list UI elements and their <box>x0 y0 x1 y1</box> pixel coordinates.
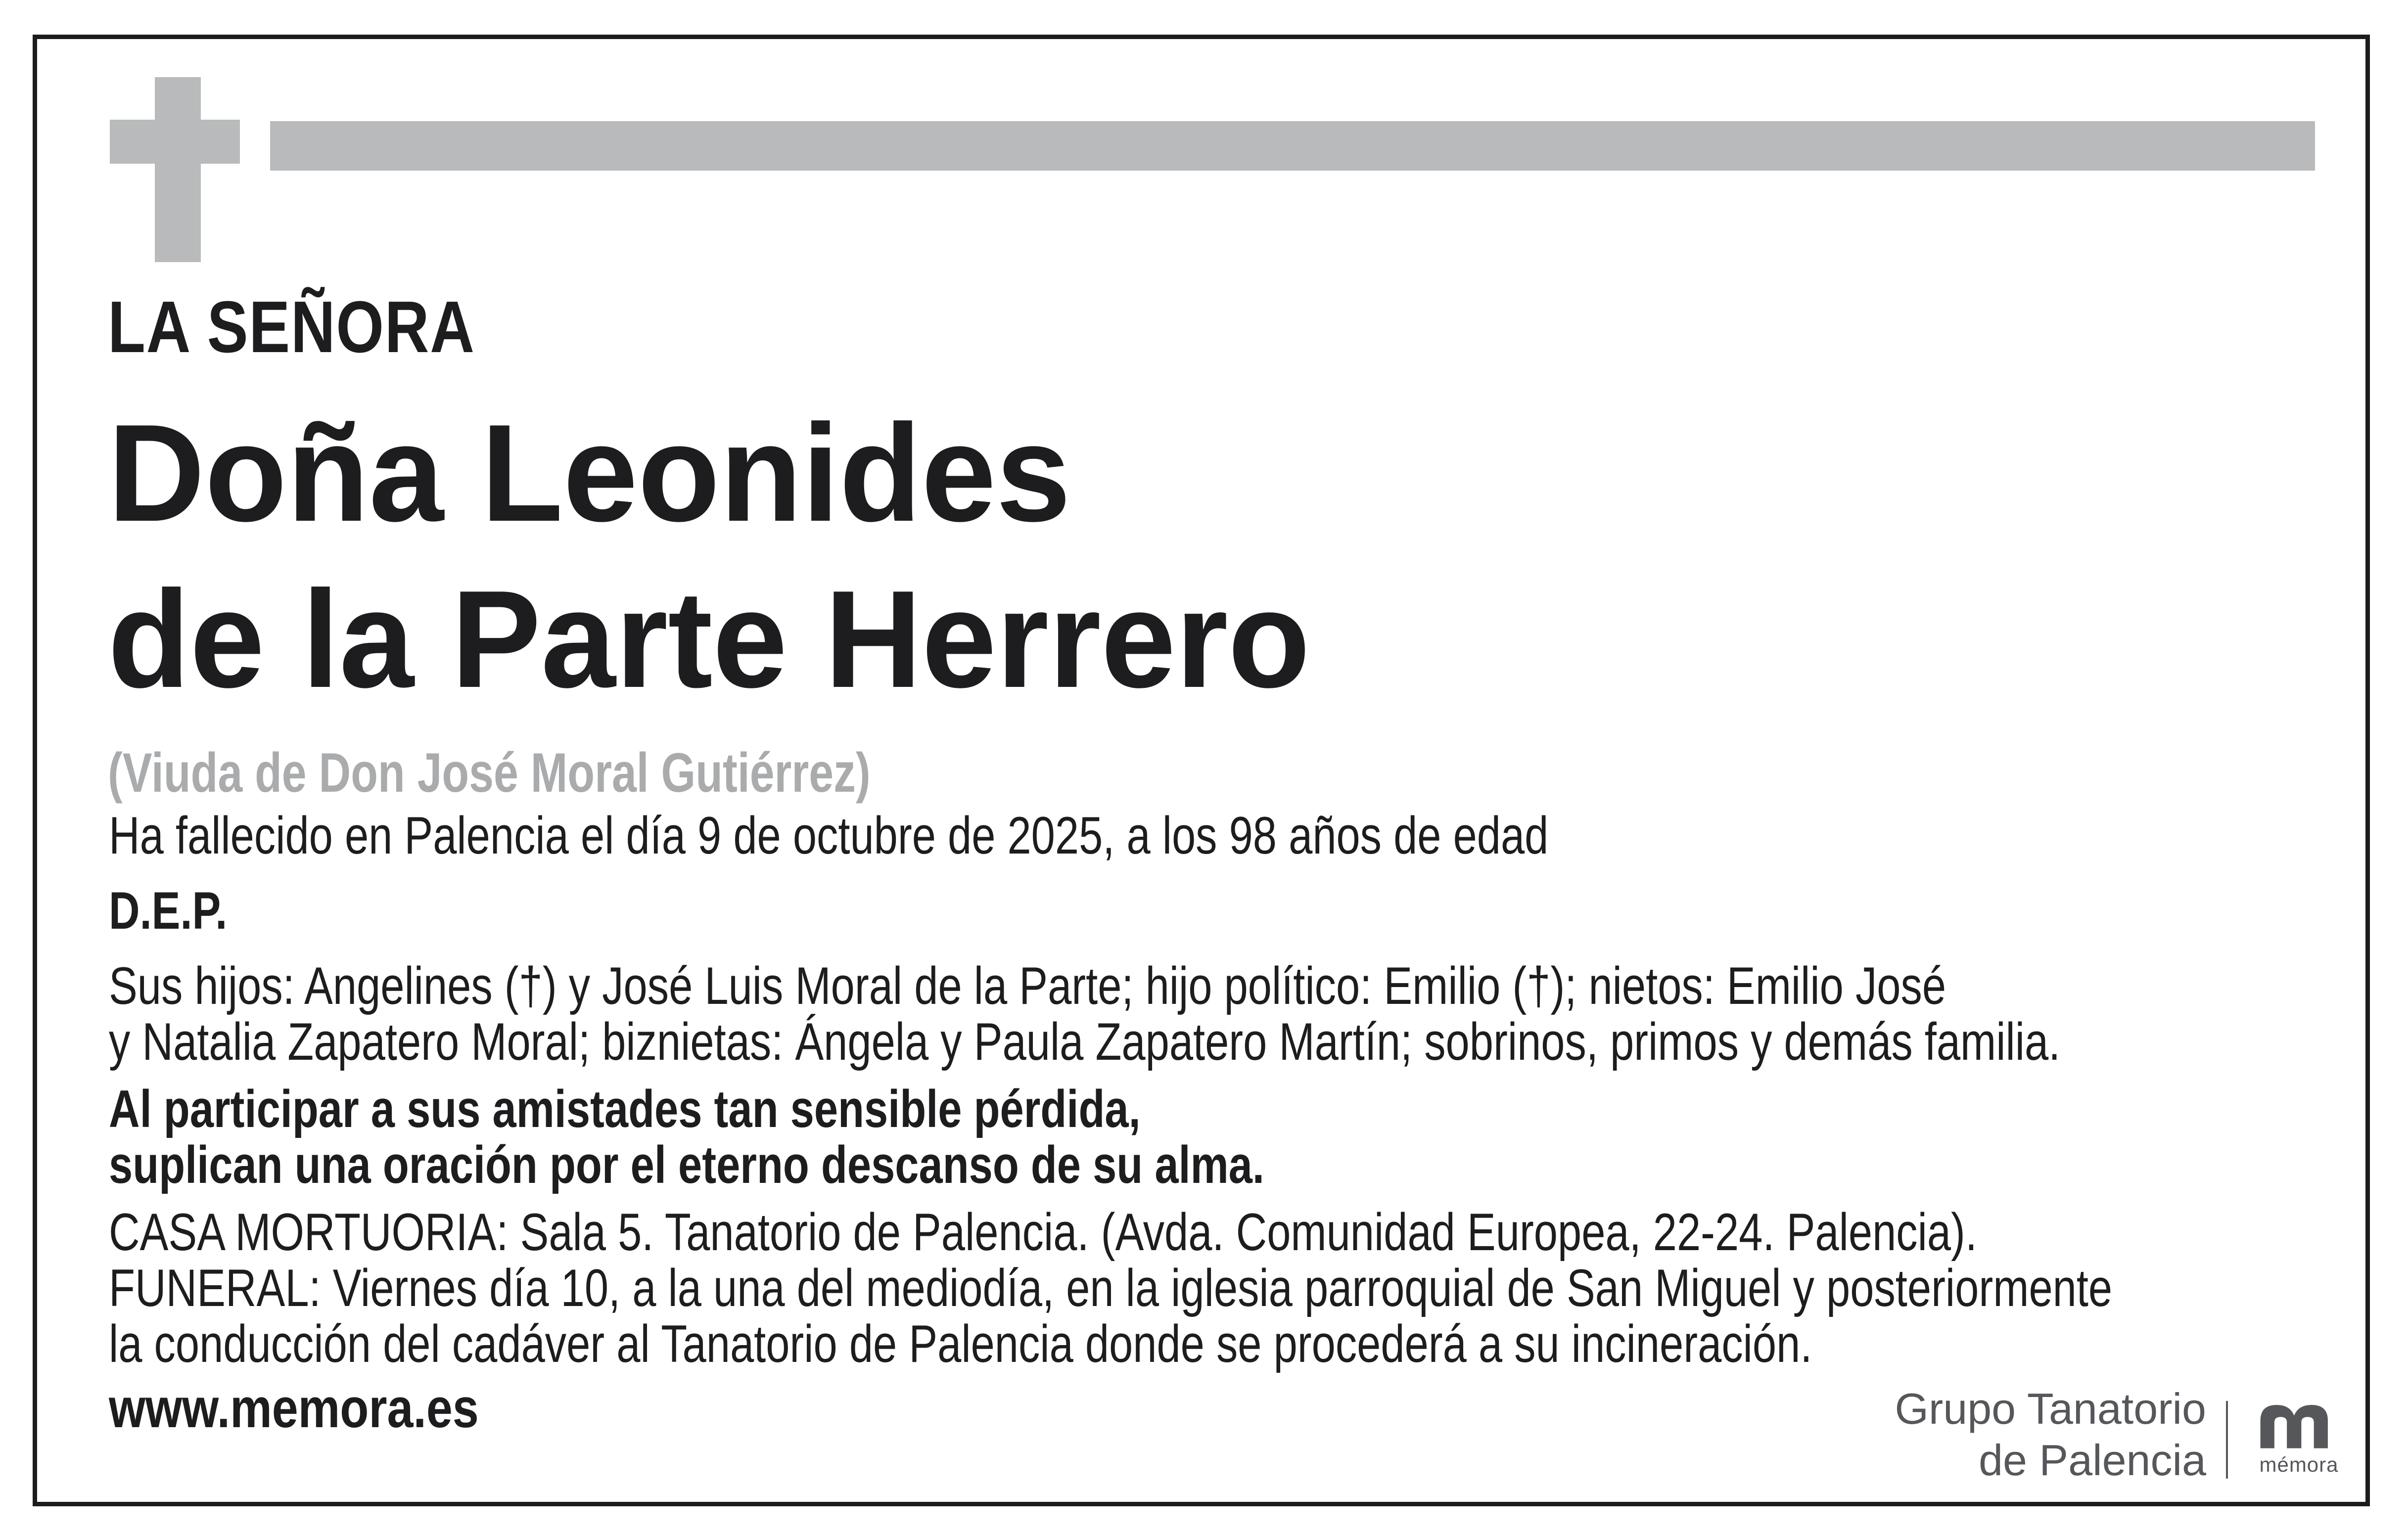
family-list-line-1: Sus hijos: Angelines (†) y José Luis Moral de la Parte; hijo político: Emilio (†); nietos: Emilio José <box>109 956 1946 1015</box>
memora-brand-name: mémora <box>2259 1453 2339 1476</box>
funeral-info-line-1: FUNERAL: Viernes día 10, a la una del mediodía, en la iglesia parroquial de San Miguel y posteriormente <box>109 1258 2113 1317</box>
cross-icon-vertical-beam <box>155 77 201 262</box>
deceased-name-line-1: Doña Leonides <box>108 396 1071 550</box>
family-list-line-2: y Natalia Zapatero Moral; biznietas: Ángela y Paula Zapatero Martín; sobrinos, primos y demás familia. <box>109 1012 2061 1071</box>
dep-abbreviation: D.E.P. <box>109 881 228 940</box>
condolence-plea-line-1: Al participar a sus amistades tan sensible pérdida, <box>109 1079 1141 1138</box>
funeral-group-line-2: de Palencia <box>1979 1436 2206 1485</box>
funeral-group-line-1: Grupo Tanatorio <box>1895 1384 2206 1433</box>
mortuary-info: CASA MORTUORIA: Sala 5. Tanatorio de Palencia. (Avda. Comunidad Europea, 22-24. Palencia). <box>109 1202 1978 1262</box>
death-announcement: Ha fallecido en Palencia el día 9 de octubre de 2025, a los 98 años de edad <box>109 806 1549 865</box>
honorific-title: LA SEÑORA <box>108 286 475 368</box>
footer-divider <box>2226 1401 2228 1479</box>
memora-m-icon <box>2253 1399 2345 1449</box>
relation-subtitle: (Viuda de Don José Moral Gutiérrez) <box>108 742 871 804</box>
cross-icon-horizontal-beam <box>110 120 240 164</box>
funeral-info-line-2: la conducción del cadáver al Tanatorio de Palencia donde se procederá a su incineración. <box>109 1314 1812 1373</box>
funeral-group-name <box>1895 1383 2206 1486</box>
condolence-plea-line-2: suplican una oración por el eterno descanso de su alma. <box>109 1135 1264 1194</box>
header-rule-bar <box>270 121 2315 171</box>
website-link[interactable]: www.memora.es <box>109 1377 479 1439</box>
deceased-name-line-2: de la Parte Herrero <box>108 562 1310 717</box>
